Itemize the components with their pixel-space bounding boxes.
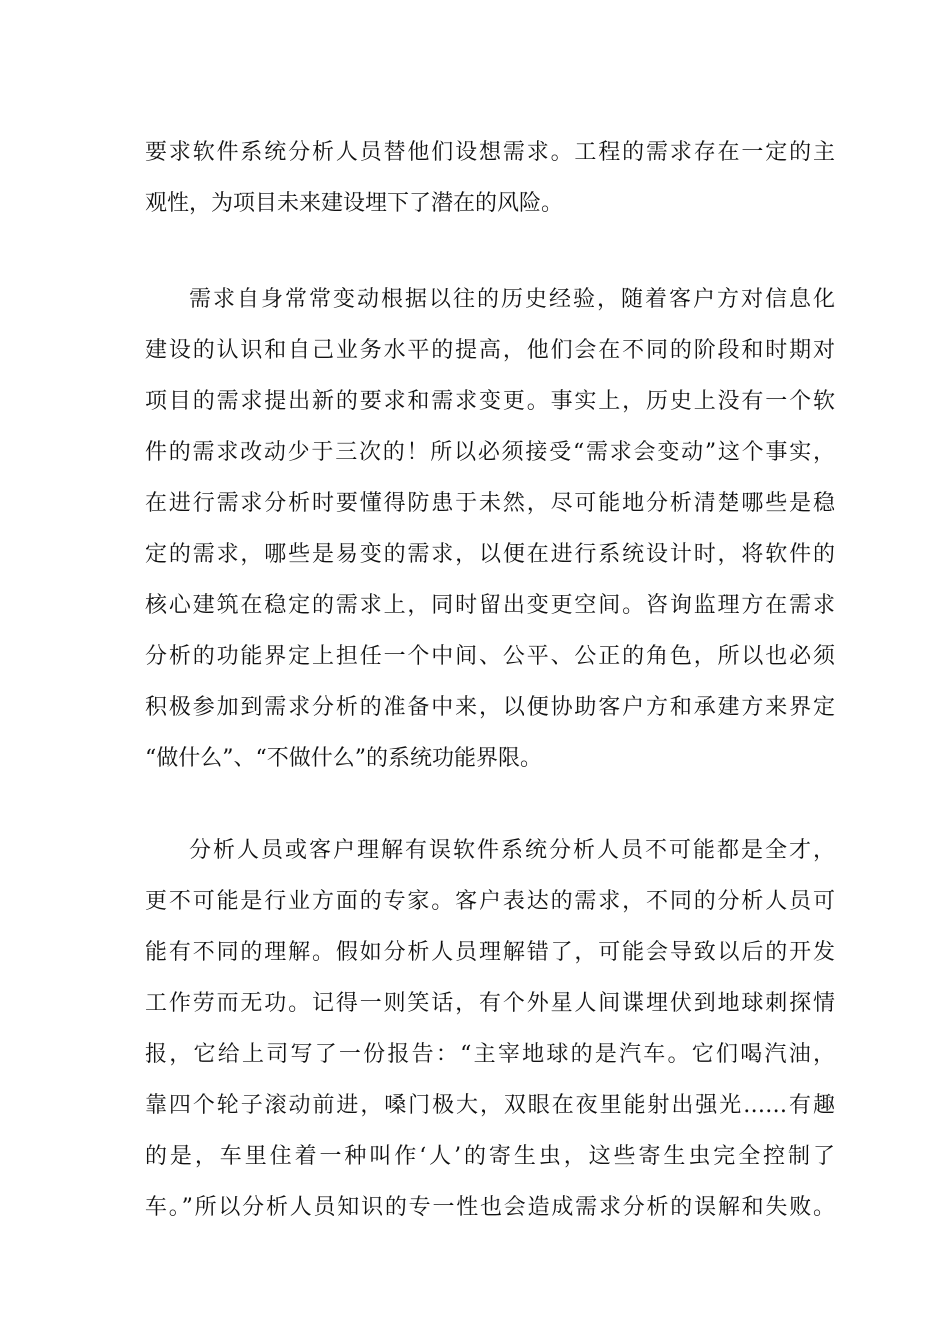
text-line: 分析人员或客户理解有误软件系统分析人员不可能都是全才， — [189, 838, 835, 863]
paragraph-misunderstanding — [145, 825, 835, 1233]
text-line: 报，它给上司写了一份报告：“主宰地球的是汽车。它们喝汽油， — [145, 1042, 835, 1067]
text-line: 观性，为项目未来建设埋下了潜在的风险。 — [145, 191, 564, 216]
text-line: 建设的认识和自己业务水平的提高，他们会在不同的阶段和时期对 — [145, 338, 835, 363]
text-line: 的是，车里住着一种叫作‘人’的寄生虫，这些寄生虫完全控制了 — [145, 1144, 835, 1169]
text-line: 定的需求，哪些是易变的需求，以便在进行系统设计时，将软件的 — [145, 542, 835, 567]
text-line: 工作劳而无功。记得一则笑话，有个外星人间谍埋伏到地球刺探情 — [145, 991, 835, 1016]
text-line: 核心建筑在稳定的需求上，同时留出变更空间。咨询监理方在需求 — [145, 593, 835, 618]
text-line: 积极参加到需求分析的准备中来，以便协助客户方和承建方来界定 — [145, 695, 835, 720]
text-line: 件的需求改动少于三次的！所以必须接受“需求会变动”这个事实， — [145, 440, 835, 465]
text-line: 分析的功能界定上担任一个中间、公平、公正的角色，所以也必须 — [145, 644, 835, 669]
paragraph-requirements-change — [145, 274, 835, 784]
text-line: 在进行需求分析时要懂得防患于未然，尽可能地分析清楚哪些是稳 — [145, 491, 835, 516]
text-line: 靠四个轮子滚动前进，嗓门极大，双眼在夜里能射出强光……有趣 — [145, 1093, 835, 1118]
paragraph-requirements-subjectivity — [145, 127, 835, 229]
text-line: 需求自身常常变动根据以往的历史经验，随着客户方对信息化 — [189, 287, 835, 312]
text-line: 要求软件系统分析人员替他们设想需求。工程的需求存在一定的主 — [145, 140, 835, 165]
text-line: 项目的需求提出新的要求和需求变更。事实上，历史上没有一个软 — [145, 389, 835, 414]
text-line: 能有不同的理解。假如分析人员理解错了，可能会导致以后的开发 — [145, 940, 835, 965]
text-line: 更不可能是行业方面的专家。客户表达的需求，不同的分析人员可 — [145, 889, 835, 914]
text-line: 车。”所以分析人员知识的专一性也会造成需求分析的误解和失败。 — [145, 1195, 835, 1220]
text-line: “做什么”、“不做什么”的系统功能界限。 — [145, 746, 542, 771]
